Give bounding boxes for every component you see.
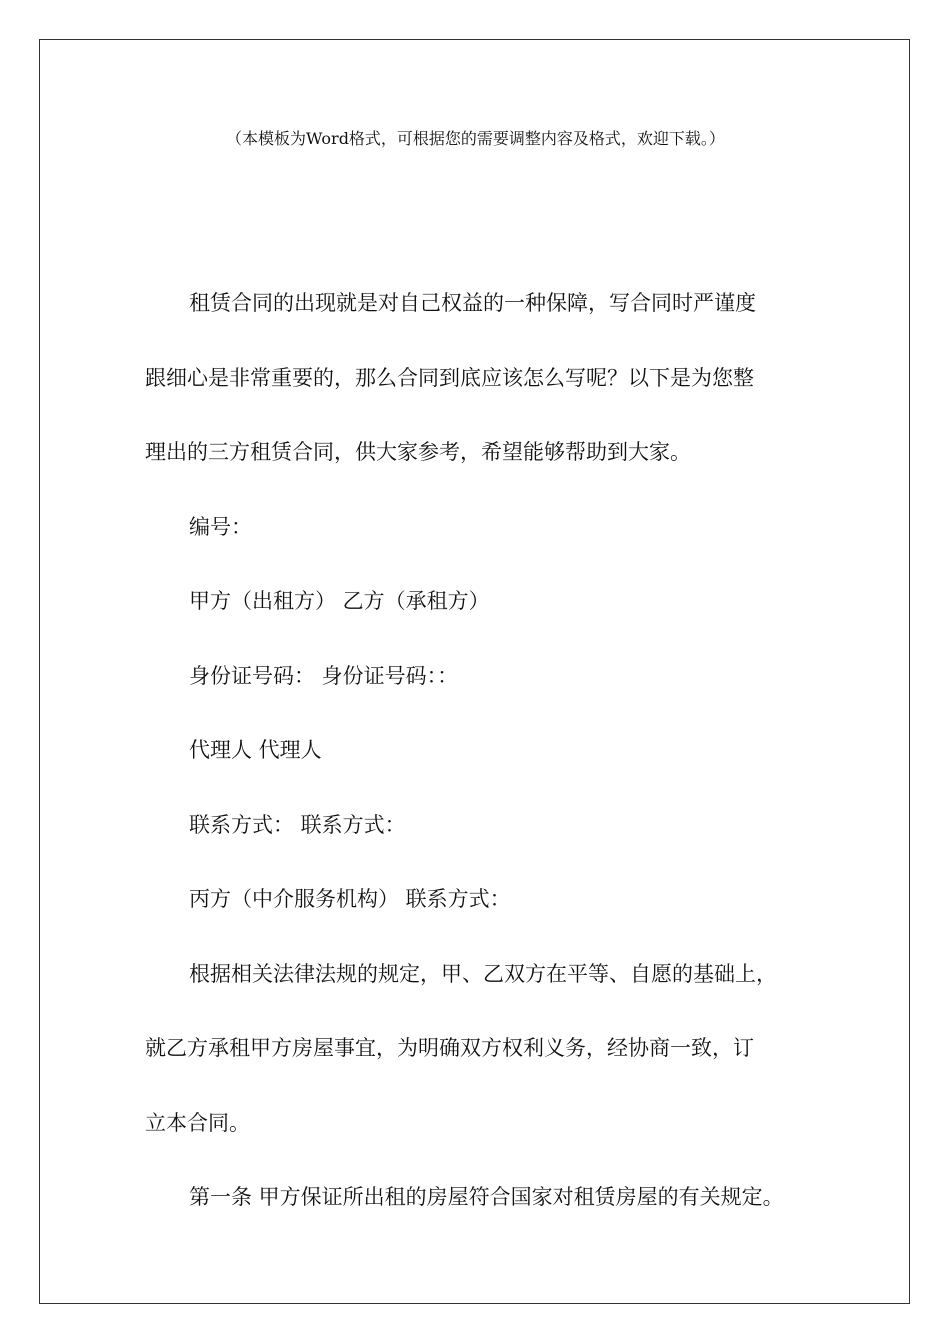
id-number-field: 身份证号码： 身份证号码：： xyxy=(189,663,459,688)
party-c-field: 丙方（中介服务机构） 联系方式： xyxy=(189,887,511,911)
contract-body xyxy=(145,266,805,1235)
agent-field: 代理人 代理人 xyxy=(189,738,322,762)
article-1: 第一条 甲方保证所出租的房屋符合国家对租赁房屋的有关规定。 xyxy=(189,1185,784,1209)
basis-paragraph xyxy=(145,937,805,1161)
intro-line-3: 理出的三方租赁合同，供大家参考，希望能够帮助到大家。 xyxy=(145,440,691,464)
contact-field: 联系方式： 联系方式： xyxy=(189,812,406,837)
intro-line-1: 租赁合同的出现就是对自己权益的一种保障，写合同时严谨度 xyxy=(189,291,756,315)
document-page xyxy=(39,39,910,1304)
basis-line-1: 根据相关法律法规的规定，甲、乙双方在平等、自愿的基础上， xyxy=(189,961,777,986)
party-a-b-field: 甲方（出租方） 乙方（承租方） xyxy=(189,589,490,613)
intro-paragraph xyxy=(145,266,805,490)
intro-line-2: 跟细心是非常重要的，那么合同到底应该怎么写呢？以下是为您整 xyxy=(145,365,754,390)
contract-number-field: 编号： xyxy=(189,514,252,539)
basis-line-3: 立本合同。 xyxy=(145,1110,250,1135)
template-note: （本模板为Word格式，可根据您的需要调整内容及格式，欢迎下载。） xyxy=(226,129,725,148)
basis-line-2: 就乙方承租甲方房屋事宜，为明确双方权利义务，经协商一致，订 xyxy=(145,1036,754,1060)
